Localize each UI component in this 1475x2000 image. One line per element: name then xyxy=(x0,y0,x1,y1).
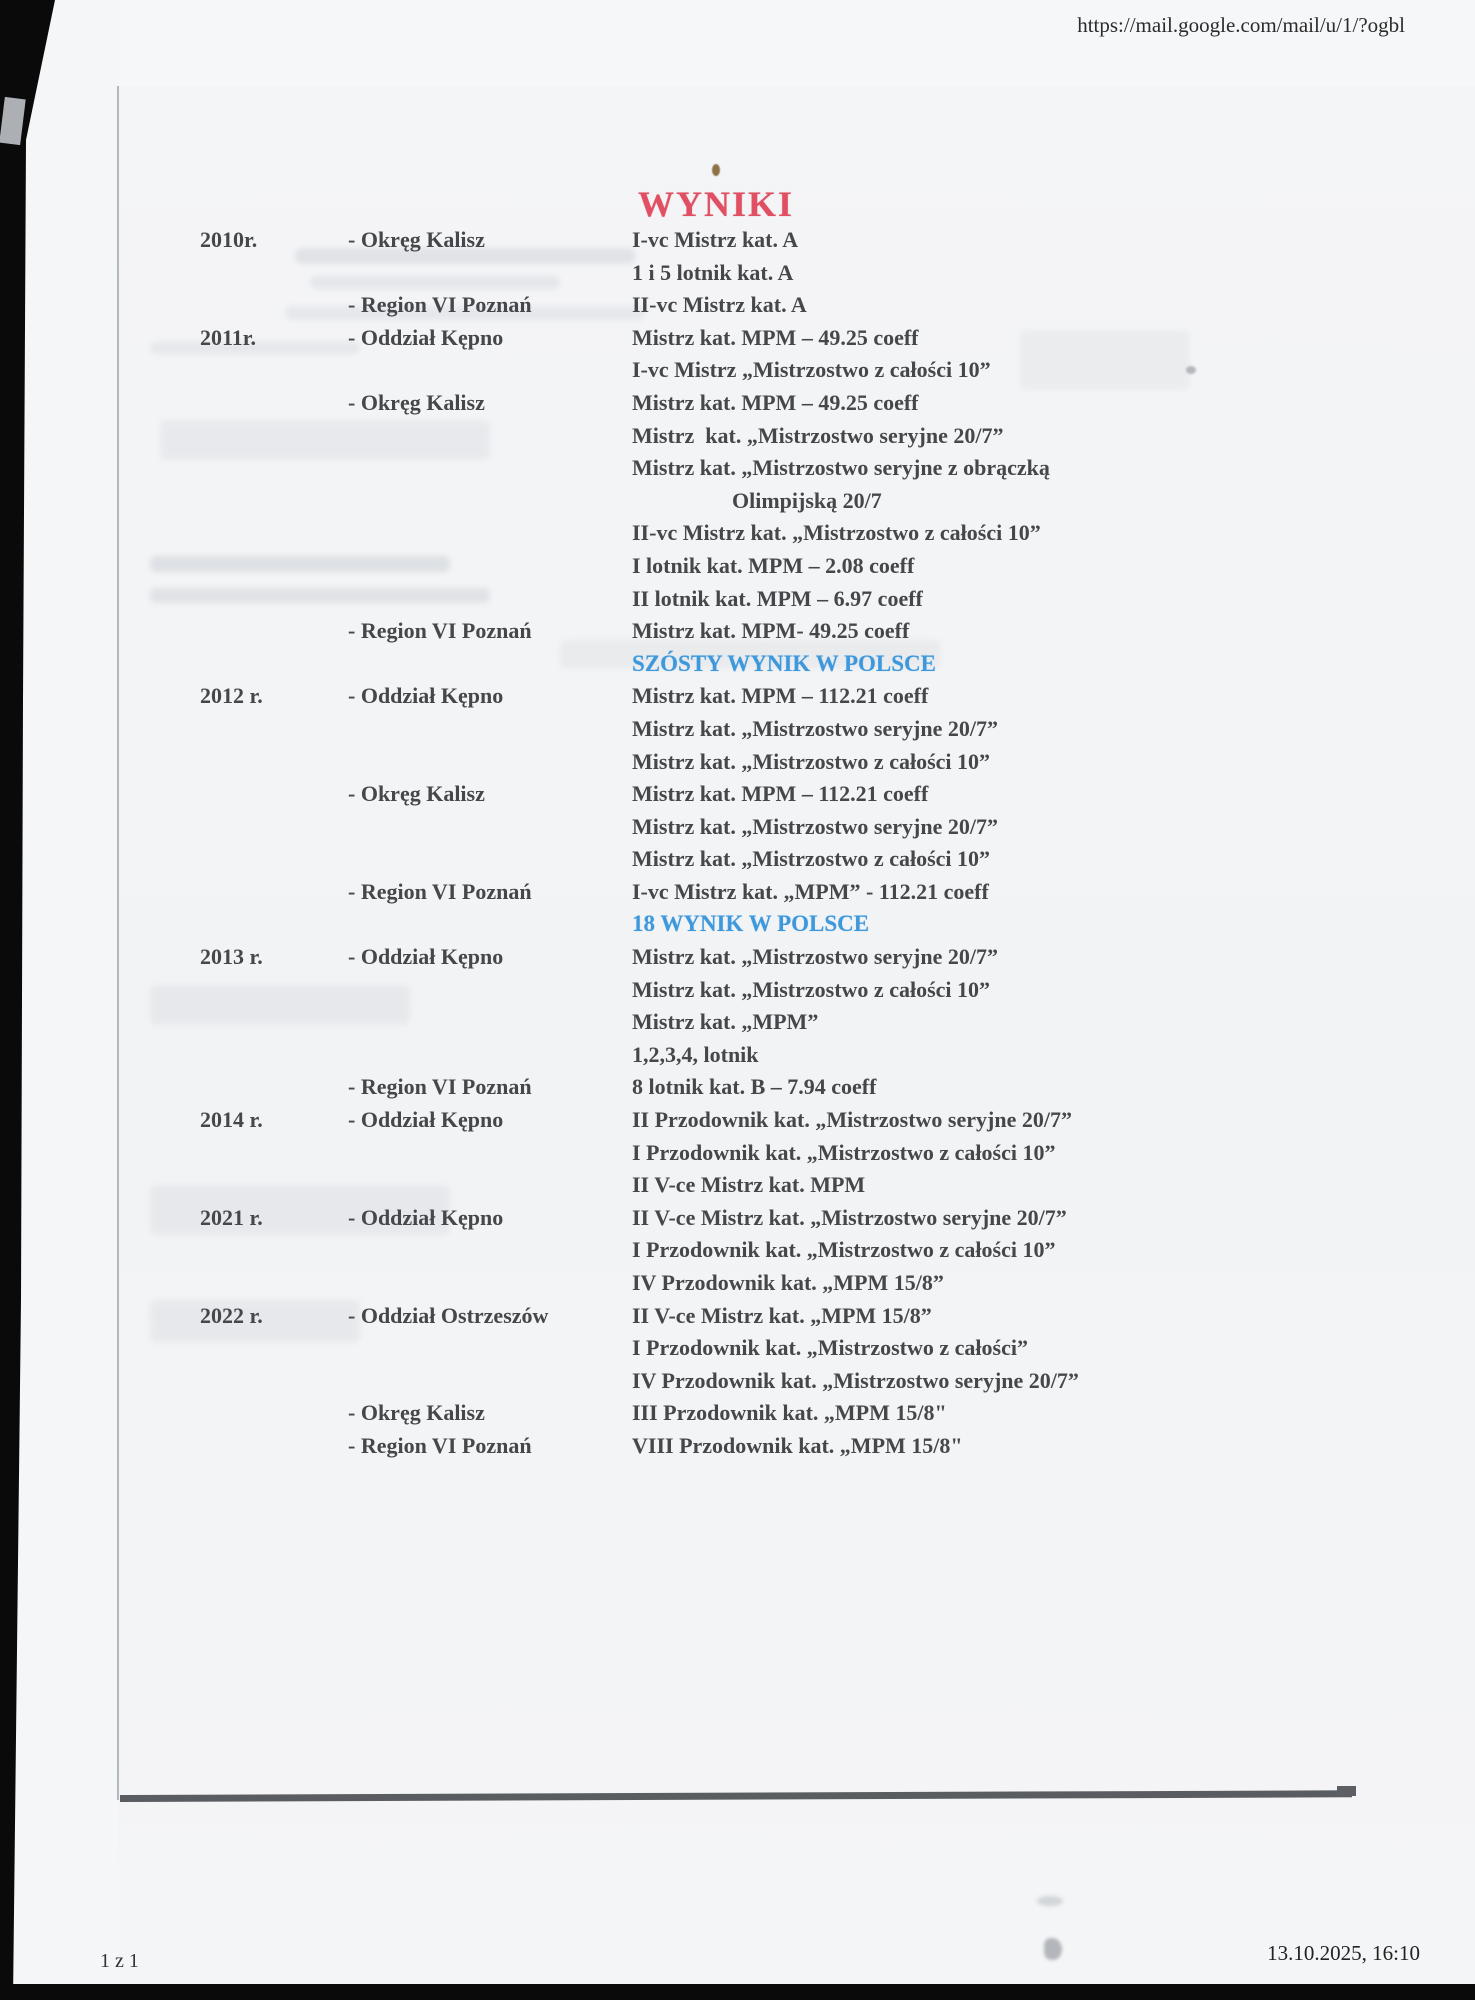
table-row xyxy=(200,1234,1410,1267)
result-text: I-vc Mistrz kat. „MPM” - 112.21 coeff xyxy=(632,878,989,904)
organization-label xyxy=(348,1006,632,1039)
year-label xyxy=(200,517,348,550)
result-text: Mistrz kat. MPM – 112.21 coeff xyxy=(632,781,929,807)
result-text: I Przodownik kat. „Mistrzostwo z całości 10” xyxy=(632,1237,1056,1263)
organization-label xyxy=(348,713,632,746)
table-row xyxy=(200,224,1410,257)
organization-label: - Okręg Kalisz xyxy=(348,781,485,807)
organization-label xyxy=(348,1169,632,1202)
year-label xyxy=(200,257,348,290)
year-label xyxy=(200,974,348,1007)
results-table xyxy=(200,224,1410,1463)
result-text: SZÓSTY WYNIK W POLSCE xyxy=(632,650,936,676)
organization-label: - Region VI Poznań xyxy=(348,878,532,904)
table-row xyxy=(200,1071,1410,1104)
year-label xyxy=(200,1137,348,1170)
table-row xyxy=(200,811,1410,844)
table-row xyxy=(200,387,1410,420)
result-text: Mistrz kat. „Mistrzostwo seryjne 20/7” xyxy=(632,715,998,741)
table-row xyxy=(200,648,1410,681)
ink-speck-artifact xyxy=(712,164,720,176)
table-row xyxy=(200,713,1410,746)
table-row xyxy=(200,615,1410,648)
table-row xyxy=(200,1332,1410,1365)
result-text: Mistrz kat. „Mistrzostwo z całości 10” xyxy=(632,748,991,774)
scan-edge-bottom xyxy=(0,1984,1475,2000)
result-text: II-vc Mistrz kat. „Mistrzostwo z całości 10” xyxy=(632,520,1041,546)
result-text: Mistrz kat. „Mistrzostwo z całości 10” xyxy=(632,846,991,872)
table-row xyxy=(200,1397,1410,1430)
year-label xyxy=(200,1397,348,1430)
organization-label: - Oddział Kępno xyxy=(348,1204,504,1230)
year-label xyxy=(200,485,348,518)
year-label xyxy=(200,908,348,941)
organization-label: - Oddział Kępno xyxy=(348,683,504,709)
year-label xyxy=(200,583,348,616)
year-label: 2011r. xyxy=(200,324,257,350)
result-text: 18 WYNIK W POLSCE xyxy=(632,911,870,937)
table-row xyxy=(200,289,1410,322)
table-row xyxy=(200,778,1410,811)
organization-label xyxy=(348,1267,632,1300)
year-label xyxy=(200,354,348,387)
table-row xyxy=(200,1430,1410,1463)
table-row xyxy=(200,1365,1410,1398)
year-label: 2022 r. xyxy=(200,1302,263,1328)
result-text: I Przodownik kat. „Mistrzostwo z całości” xyxy=(632,1335,1028,1361)
result-text: Mistrz kat. „Mistrzostwo seryjne z obrączką xyxy=(632,455,1050,481)
table-row xyxy=(200,680,1410,713)
table-row xyxy=(200,1169,1410,1202)
year-label xyxy=(200,746,348,779)
result-text: Mistrz kat. „MPM” xyxy=(632,1009,819,1035)
organization-label: - Okręg Kalisz xyxy=(348,227,485,252)
year-label xyxy=(200,1332,348,1365)
print-timestamp: 13.10.2025, 16:10 xyxy=(1267,1941,1420,1965)
table-row xyxy=(200,941,1410,974)
page-number: 1 z 1 xyxy=(100,1950,139,1972)
table-row xyxy=(200,517,1410,550)
table-row xyxy=(200,322,1410,355)
year-label xyxy=(200,648,348,681)
year-label xyxy=(200,615,348,648)
result-text: 1 i 5 lotnik kat. A xyxy=(632,259,794,285)
table-row xyxy=(200,257,1410,290)
organization-label: - Oddział Kępno xyxy=(348,1107,504,1133)
table-row xyxy=(200,1039,1410,1072)
year-label xyxy=(200,420,348,453)
table-row xyxy=(200,1137,1410,1170)
result-text: 1,2,3,4, lotnik xyxy=(632,1041,759,1067)
table-row xyxy=(200,1202,1410,1235)
organization-label xyxy=(348,1332,632,1365)
table-row xyxy=(200,746,1410,779)
organization-label xyxy=(348,517,632,550)
organization-label xyxy=(348,257,632,290)
table-row xyxy=(200,843,1410,876)
organization-label xyxy=(348,746,632,779)
year-label xyxy=(200,843,348,876)
year-label xyxy=(200,1234,348,1267)
scan-speck xyxy=(1186,366,1196,374)
table-row xyxy=(200,974,1410,1007)
year-label xyxy=(200,1430,348,1463)
table-row xyxy=(200,876,1410,909)
scan-smudge xyxy=(1044,1938,1062,1960)
table-row xyxy=(200,452,1410,485)
table-row xyxy=(200,908,1410,941)
organization-label: - Okręg Kalisz xyxy=(348,389,485,415)
page-frame-horizontal-line xyxy=(120,1790,1352,1802)
result-text: I-vc Mistrz „Mistrzostwo z całości 10” xyxy=(632,357,991,383)
result-text: Mistrz kat. MPM – 112.21 coeff xyxy=(632,683,929,709)
page-frame-line-notch xyxy=(1337,1786,1356,1796)
year-label: 2012 r. xyxy=(200,683,263,709)
result-text: Mistrz kat. „Mistrzostwo z całości 10” xyxy=(632,976,991,1002)
organization-label: - Okręg Kalisz xyxy=(348,1400,485,1426)
organization-label: - Region VI Poznań xyxy=(348,1074,532,1100)
year-label: 2014 r. xyxy=(200,1107,263,1133)
year-label xyxy=(200,876,348,909)
result-text: II V-ce Mistrz kat. „MPM 15/8” xyxy=(632,1302,932,1328)
table-row xyxy=(200,1104,1410,1137)
result-text: Mistrz kat. MPM – 49.25 coeff xyxy=(632,389,919,415)
result-text: Mistrz kat. MPM – 49.25 coeff xyxy=(632,324,919,350)
year-label xyxy=(200,713,348,746)
year-label xyxy=(200,1267,348,1300)
year-label xyxy=(200,811,348,844)
year-label xyxy=(200,778,348,811)
table-row xyxy=(200,1300,1410,1333)
organization-label xyxy=(348,811,632,844)
year-label xyxy=(200,1169,348,1202)
organization-label xyxy=(348,843,632,876)
organization-label xyxy=(348,974,632,1007)
organization-label xyxy=(348,908,632,941)
organization-label xyxy=(348,1365,632,1398)
table-row xyxy=(200,485,1410,518)
year-label xyxy=(200,1006,348,1039)
result-text: Olimpijską 20/7 xyxy=(732,487,882,513)
year-label xyxy=(200,387,348,420)
organization-label: - Oddział Kępno xyxy=(348,324,504,350)
table-row xyxy=(200,550,1410,583)
result-text: III Przodownik kat. „MPM 15/8" xyxy=(632,1400,947,1426)
organization-label xyxy=(348,1039,632,1072)
year-label xyxy=(200,452,348,485)
result-text: Mistrz kat. „Mistrzostwo seryjne 20/7” xyxy=(632,422,1004,448)
organization-label xyxy=(348,485,632,518)
organization-label xyxy=(348,1137,632,1170)
result-text: II Przodownik kat. „Mistrzostwo seryjne 20/7” xyxy=(632,1107,1072,1133)
result-text: IV Przodownik kat. „Mistrzostwo seryjne 20/7” xyxy=(632,1367,1079,1393)
table-row xyxy=(200,1267,1410,1300)
organization-label: - Oddział Ostrzeszów xyxy=(348,1302,549,1328)
result-text: Mistrz kat. MPM- 49.25 coeff xyxy=(632,618,910,644)
year-label xyxy=(200,550,348,583)
result-text: II V-ce Mistrz kat. MPM xyxy=(632,1172,866,1198)
organization-label xyxy=(348,354,632,387)
result-text: Mistrz kat. „Mistrzostwo seryjne 20/7” xyxy=(632,944,998,970)
year-label xyxy=(200,289,348,322)
organization-label xyxy=(348,420,632,453)
organization-label: - Region VI Poznań xyxy=(348,618,532,644)
year-label: 2021 r. xyxy=(200,1204,263,1230)
organization-label: - Region VI Poznań xyxy=(348,1432,532,1458)
table-row xyxy=(200,1006,1410,1039)
result-text: 8 lotnik kat. B – 7.94 coeff xyxy=(632,1074,877,1100)
result-text: I-vc Mistrz kat. A xyxy=(632,227,799,252)
scan-smudge xyxy=(1037,1896,1063,1906)
print-header-url: https://mail.google.com/mail/u/1/?ogbl xyxy=(1077,13,1405,37)
year-label xyxy=(200,1365,348,1398)
table-row xyxy=(200,354,1410,387)
result-text: II lotnik kat. MPM – 6.97 coeff xyxy=(632,585,923,611)
organization-label xyxy=(348,648,632,681)
year-label xyxy=(200,1071,348,1104)
result-text: Mistrz kat. „Mistrzostwo seryjne 20/7” xyxy=(632,813,998,839)
organization-label: - Oddział Kępno xyxy=(348,944,504,970)
year-label: 2013 r. xyxy=(200,944,263,970)
page-frame-vertical-line xyxy=(117,86,119,1800)
organization-label xyxy=(348,583,632,616)
result-text: IV Przodownik kat. „MPM 15/8” xyxy=(632,1270,944,1295)
organization-label xyxy=(348,550,632,583)
result-text: I lotnik kat. MPM – 2.08 coeff xyxy=(632,552,915,578)
result-text: II-vc Mistrz kat. A xyxy=(632,292,807,318)
result-text: II V-ce Mistrz kat. „Mistrzostwo seryjne 20/7” xyxy=(632,1204,1067,1230)
table-row xyxy=(200,583,1410,616)
year-label: 2010r. xyxy=(200,227,258,252)
organization-label xyxy=(348,1234,632,1267)
organization-label: - Region VI Poznań xyxy=(348,292,532,318)
table-row xyxy=(200,420,1410,453)
result-text: VIII Przodownik kat. „MPM 15/8" xyxy=(632,1432,963,1458)
organization-label xyxy=(348,452,632,485)
year-label xyxy=(200,1039,348,1072)
result-text: I Przodownik kat. „Mistrzostwo z całości 10” xyxy=(632,1139,1056,1165)
page-title: WYNIKI xyxy=(637,184,795,224)
